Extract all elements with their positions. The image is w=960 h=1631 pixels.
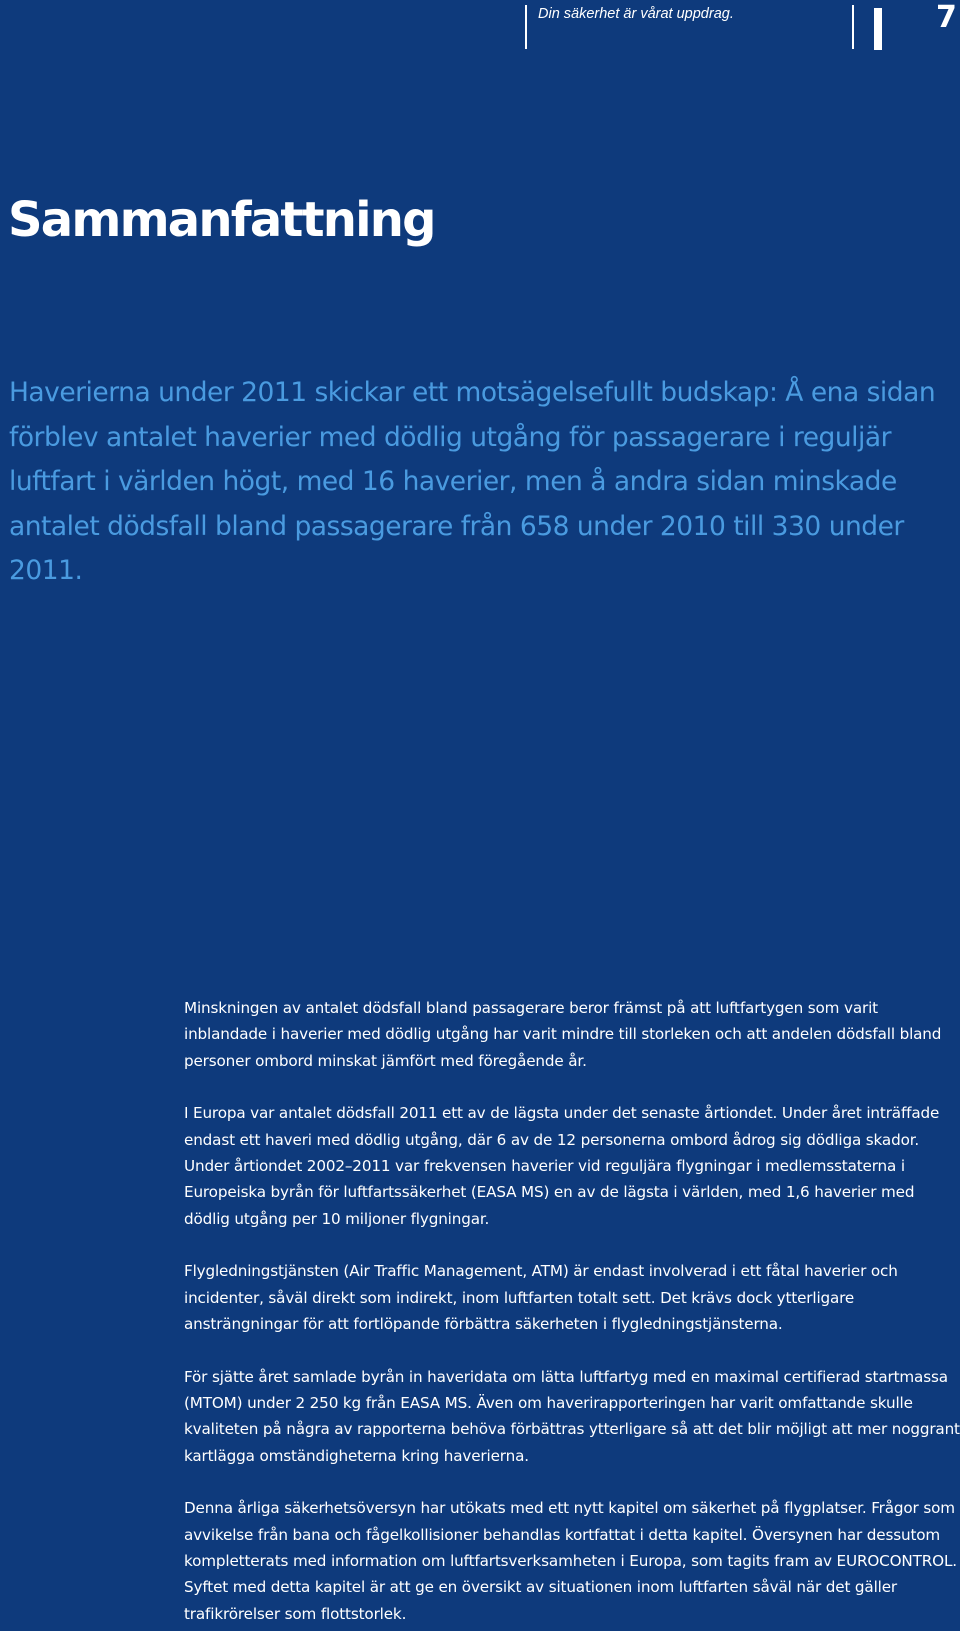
lead-paragraph: Haverierna under 2011 skickar ett motsägelsefullt budskap: Å ena sidan förblev antalet haverier med dödlig utgång för passagerare i reguljär luftfart i världen högt, med 16 haverier, men å andra sidan minskade antalet dödsfall bland passagerare från 658 under 2010 till 330 under 2011. xyxy=(9,377,936,586)
body-paragraph-4: För sjätte året samlade byrån in haveridata om lätta luftfartyg med en maximal certifierad startmassa (MTOM) under 2 250 kg från EASA MS. Även om haverirapporteringen har varit omfattande skulle kvaliteten på några av rapporterna behöva förbättras ytterligare så att det blir möjligt att mer noggrant kartlägga omständigheterna kring haverierna. xyxy=(184,1367,960,1465)
body-paragraph-5: Denna årliga säkerhetsöversyn har utökats med ett nytt kapitel om säkerhet på flygplatser. Frågor som avvikelse från bana och fågelkollisioner behandlas kortfattat i detta kapitel. Översynen har dessutom kompletterats med information om luftfartsverksamheten i Europa, som tagits fram av EUROCONTROL. Syftet med detta kapitel är att ge en översikt av situationen inom luftfarten såväl när det gäller trafikrörelser som flottstorlek. xyxy=(184,1499,957,1623)
page-header xyxy=(0,0,960,60)
body-paragraph-3: Flygledningstjänsten (Air Traffic Management, ATM) är endast involverad i ett fåtal haverier och incidenter, såväl direkt som indirekt, inom luftfarten totalt sett. Det krävs dock ytterligare ansträngningar för att fortlöpande förbättra säkerheten i flygledningstjänsterna. xyxy=(184,1262,898,1333)
page-title: Sammanfattning xyxy=(8,192,435,248)
header-accent-bar xyxy=(874,8,882,50)
header-tagline: Din säkerhet är vårat uppdrag. xyxy=(538,6,734,22)
body-text xyxy=(184,995,960,1627)
page-number: 7 xyxy=(936,0,957,35)
body-paragraph-2: I Europa var antalet dödsfall 2011 ett av de lägsta under det senaste årtiondet. Under året inträffade endast ett haveri med dödlig utgång, där 6 av de 12 personerna ombord ådrog sig dödliga skador. Under årtiondet 2002–2011 var frekvensen haverier vid reguljära flygningar i medlemsstaterna i Europeiska byrån för luftfartssäkerhet (EASA MS) en av de lägsta i världen, med 1,6 haverier med dödlig utgång per 10 miljoner flygningar. xyxy=(184,1104,940,1228)
header-divider-right xyxy=(852,5,854,49)
body-paragraph-1: Minskningen av antalet dödsfall bland passagerare beror främst på att luftfartygen som varit inblandade i haverier med dödlig utgång har varit mindre till storleken och att andelen dödsfall bland personer ombord minskat jämfört med föregående år. xyxy=(184,999,942,1070)
header-divider-left xyxy=(525,5,527,49)
